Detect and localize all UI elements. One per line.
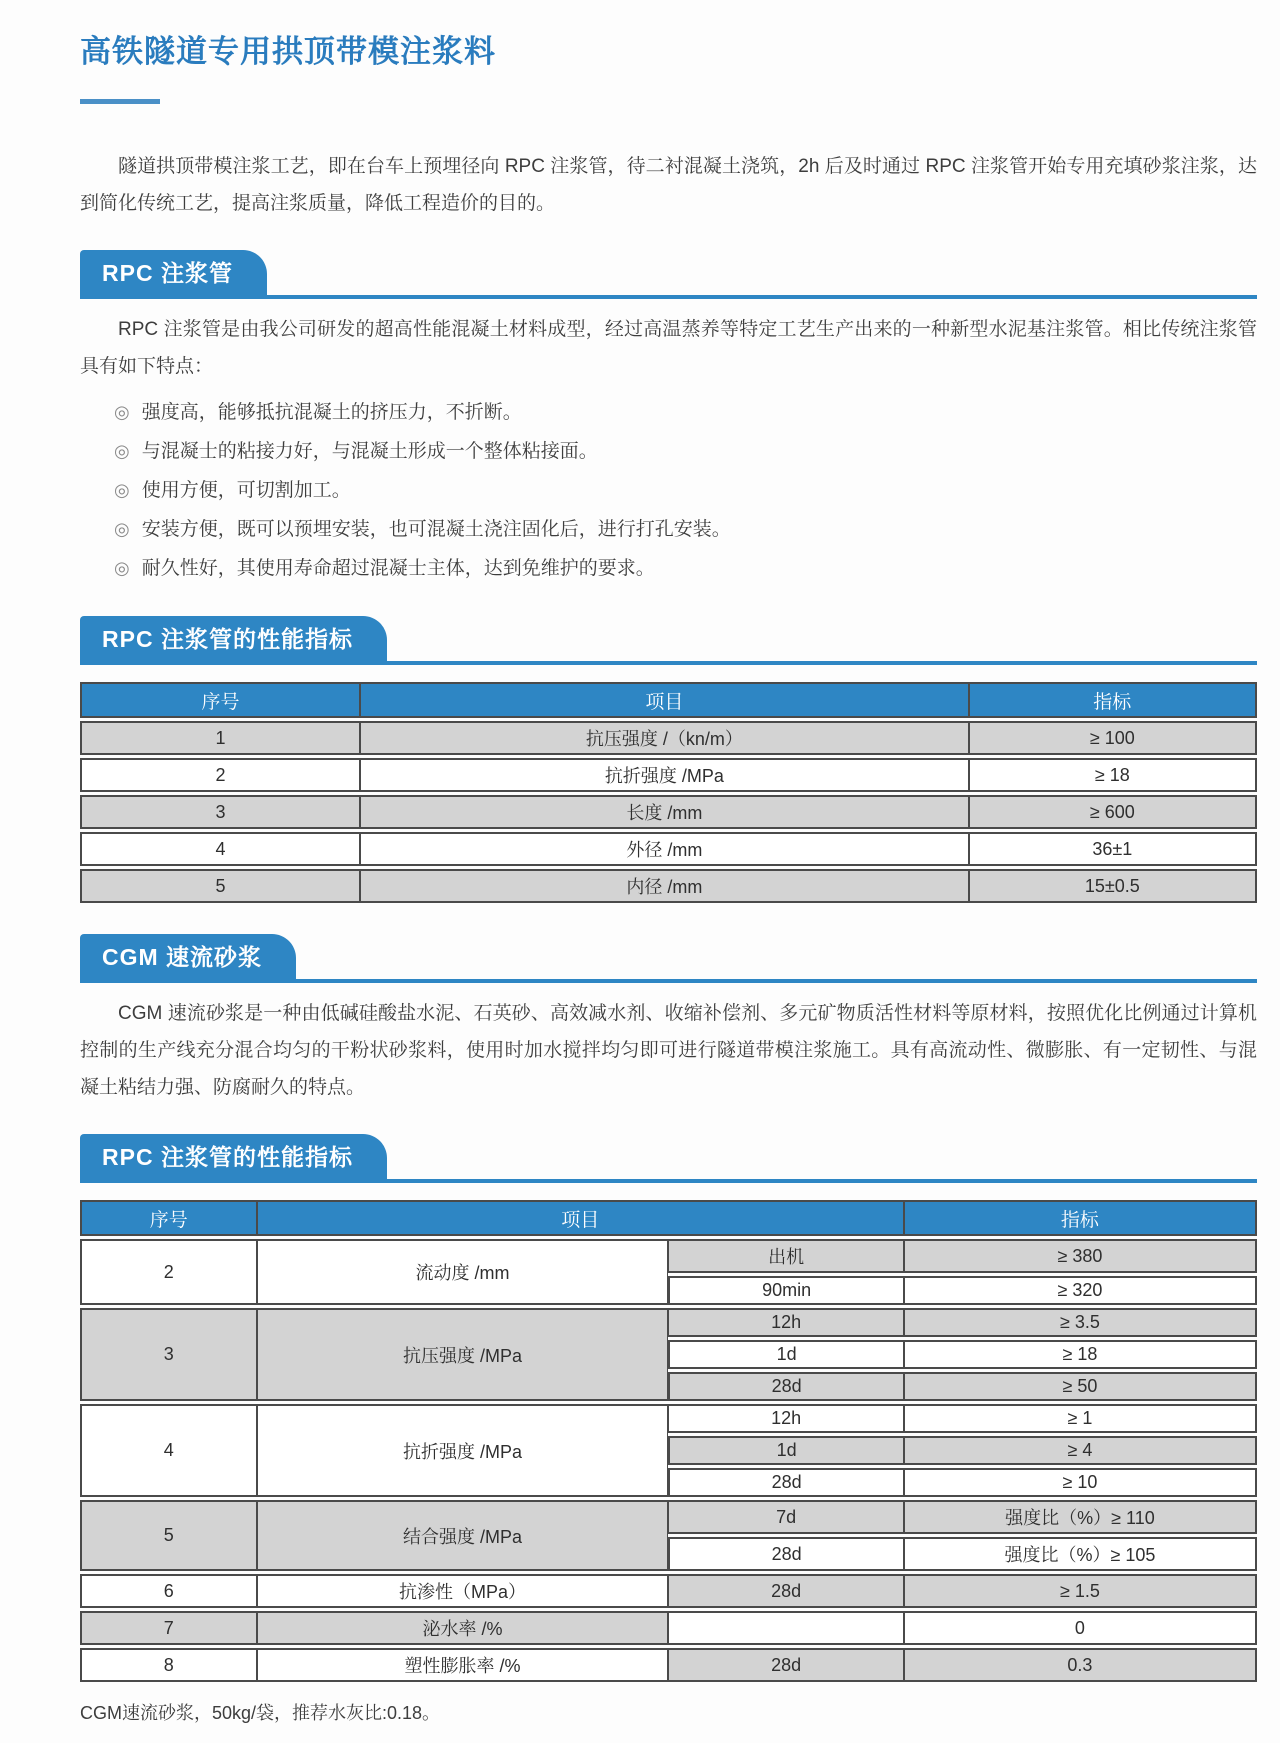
- content: [80, 26, 1257, 1725]
- table-row: [80, 1308, 1257, 1337]
- bullet-icon: ◎: [114, 519, 130, 539]
- section-banner-cgm-label: CGM 速流砂浆: [80, 934, 296, 979]
- cell-item: 抗压强度 /（kn/m）: [360, 721, 969, 755]
- table-row: [80, 1648, 1257, 1682]
- table-row: [80, 1239, 1257, 1273]
- cell-no: 3: [80, 795, 360, 829]
- cell-no: 3: [80, 1308, 257, 1401]
- title-underline: [80, 99, 160, 104]
- page-title: 高铁隧道专用拱顶带模注浆料: [80, 34, 496, 69]
- cell-item: 内径 /mm: [360, 869, 969, 903]
- table-row: [80, 1574, 1257, 1608]
- cell-no: 2: [80, 758, 360, 792]
- bullet-icon: ◎: [114, 441, 130, 461]
- section-banner-rpc: [80, 250, 1257, 299]
- section-banner-rpc-label: RPC 注浆管: [80, 250, 267, 295]
- cell-value: ≥ 1.5: [904, 1574, 1257, 1608]
- column-header: 指标: [969, 682, 1257, 718]
- table-header-row: [80, 682, 1257, 718]
- cell-no: 5: [80, 869, 360, 903]
- cell-value: ≥ 380: [904, 1239, 1257, 1273]
- cell-value: ≥ 3.5: [904, 1308, 1257, 1337]
- table-row: [80, 1611, 1257, 1645]
- cell-no: 2: [80, 1239, 257, 1305]
- feature-text: 使用方便，可切割加工。: [141, 480, 351, 501]
- cell-time: 7d: [668, 1500, 903, 1534]
- feature-text: 与混凝士的粘接力好，与混凝土形成一个整体粘接面。: [141, 441, 598, 462]
- cell-time: 1d: [668, 1436, 903, 1465]
- cell-item: 流动度 /mm: [257, 1239, 669, 1305]
- feature-item: [114, 393, 1257, 432]
- cell-time: 28d: [668, 1537, 903, 1571]
- cell-no: 5: [80, 1500, 257, 1571]
- cell-time: 28d: [668, 1372, 903, 1401]
- cell-item: 抗渗性（MPa）: [257, 1574, 669, 1608]
- feature-text: 耐久性好，其使用寿命超过混凝士主体，达到免维护的要求。: [141, 558, 655, 579]
- cell-value: 0: [904, 1611, 1257, 1645]
- table-row: [80, 721, 1257, 755]
- cell-no: 6: [80, 1574, 257, 1608]
- feature-text: 强度高，能够抵抗混凝土的挤压力，不折断。: [141, 402, 522, 423]
- table-row: [80, 869, 1257, 903]
- table-header: [80, 682, 1257, 718]
- cell-value: 强度比（%）≥ 110: [904, 1500, 1257, 1534]
- table-header-row: [80, 1200, 1257, 1236]
- cell-value: ≥ 600: [969, 795, 1257, 829]
- cell-item: 抗折强度 /MPa: [257, 1404, 669, 1497]
- table-row: [80, 832, 1257, 866]
- cell-value: 0.3: [904, 1648, 1257, 1682]
- column-header: 序号: [80, 1200, 257, 1236]
- section-banner-cgm-table-label: RPC 注浆管的性能指标: [80, 1134, 387, 1179]
- cell-no: 7: [80, 1611, 257, 1645]
- cell-no: 4: [80, 832, 360, 866]
- cell-value: ≥ 10: [904, 1468, 1257, 1497]
- cell-value: ≥ 18: [969, 758, 1257, 792]
- cell-no: 1: [80, 721, 360, 755]
- cgm-paragraph: CGM 速流砂浆是一种由低碱硅酸盐水泥、石英砂、高效减水剂、收缩补偿剂、多元矿物质活性材料等原材料，按照优化比例通过计算机控制的生产线充分混合均匀的干粉状砂浆料，使用时加水搅拌均匀即可进行隧道带模注浆施工。具有高流动性、微膨胀、有一定韧性、与混凝土粘结力强、防腐耐久的特点。: [80, 1003, 1257, 1098]
- table-row: [80, 1404, 1257, 1433]
- cell-time: 28d: [668, 1468, 903, 1497]
- feature-item: [114, 471, 1257, 510]
- feature-text: 安装方便，既可以预埋安装，也可混凝土浇注固化后，进行打孔安装。: [141, 519, 731, 540]
- table-row: [80, 758, 1257, 792]
- cell-value: 强度比（%）≥ 105: [904, 1537, 1257, 1571]
- section-banner-cgm-table: [80, 1134, 1257, 1183]
- section-banner-rpc-table: [80, 616, 1257, 665]
- cell-value: ≥ 50: [904, 1372, 1257, 1401]
- cell-item: 抗压强度 /MPa: [257, 1308, 669, 1401]
- section-banner-cgm: [80, 934, 1257, 983]
- cell-time: 90min: [668, 1276, 903, 1305]
- cell-time: 28d: [668, 1574, 903, 1608]
- column-header: 指标: [904, 1200, 1257, 1236]
- rpc-paragraph: RPC 注浆管是由我公司研发的超高性能混凝土材料成型，经过高温蒸养等特定工艺生产出来的一种新型水泥基注浆管。相比传统注浆管具有如下特点：: [80, 319, 1257, 377]
- cell-item: 外径 /mm: [360, 832, 969, 866]
- table-row: [80, 1500, 1257, 1534]
- cell-time: 28d: [668, 1648, 903, 1682]
- footnote: CGM速流砂浆，50kg/袋，推荐水灰比:0.18。: [80, 1703, 441, 1723]
- bullet-icon: ◎: [114, 480, 130, 500]
- feature-item: [114, 510, 1257, 549]
- feature-item: [114, 432, 1257, 471]
- cell-item: 泌水率 /%: [257, 1611, 669, 1645]
- cell-item: 长度 /mm: [360, 795, 969, 829]
- bullet-icon: ◎: [114, 402, 130, 422]
- cell-value: ≥ 100: [969, 721, 1257, 755]
- cell-time: [668, 1611, 903, 1645]
- cell-no: 4: [80, 1404, 257, 1497]
- feature-item: [114, 549, 1257, 588]
- table-row: [80, 795, 1257, 829]
- cell-value: ≥ 4: [904, 1436, 1257, 1465]
- cell-value: 36±1: [969, 832, 1257, 866]
- cell-time: 12h: [668, 1404, 903, 1433]
- cell-value: 15±0.5: [969, 869, 1257, 903]
- bullet-icon: ◎: [114, 558, 130, 578]
- cell-time: 1d: [668, 1340, 903, 1369]
- rpc-performance-table: [80, 679, 1257, 906]
- cgm-performance-table: [80, 1197, 1257, 1685]
- cell-value: ≥ 18: [904, 1340, 1257, 1369]
- cell-value: ≥ 320: [904, 1276, 1257, 1305]
- column-header: 序号: [80, 682, 360, 718]
- rpc-feature-list: [80, 393, 1257, 588]
- cell-time: 出机: [668, 1239, 903, 1273]
- cell-item: 塑性膨胀率 /%: [257, 1648, 669, 1682]
- cell-value: ≥ 1: [904, 1404, 1257, 1433]
- table-header: [80, 1200, 1257, 1236]
- section-banner-rpc-table-label: RPC 注浆管的性能指标: [80, 616, 387, 661]
- cell-time: 12h: [668, 1308, 903, 1337]
- cell-no: 8: [80, 1648, 257, 1682]
- column-header: 项目: [257, 1200, 904, 1236]
- intro-paragraph: 隧道拱顶带模注浆工艺，即在台车上预埋径向 RPC 注浆管，待二衬混凝土浇筑，2h 后及时通过 RPC 注浆管开始专用充填砂浆注浆，达到简化传统工艺，提高注浆质量，降低工程造价的目的。: [80, 156, 1257, 214]
- cell-item: 结合强度 /MPa: [257, 1500, 669, 1571]
- column-header: 项目: [360, 682, 969, 718]
- cell-item: 抗折强度 /MPa: [360, 758, 969, 792]
